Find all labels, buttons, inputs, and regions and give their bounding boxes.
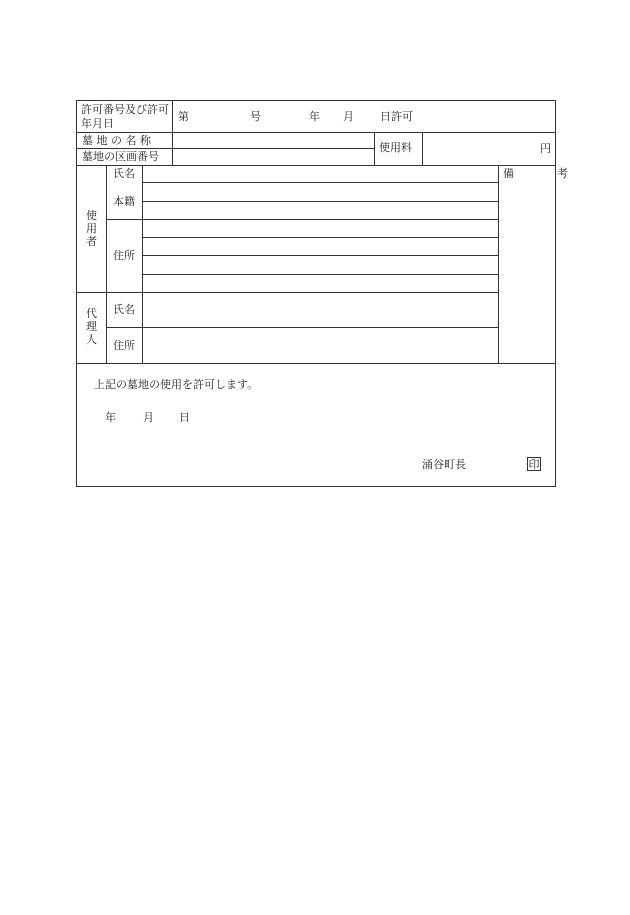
- row-divider: [106, 327, 498, 328]
- agent-address-label: 住所: [113, 339, 135, 352]
- user-name-label: 氏名: [113, 167, 135, 180]
- date-year: 年: [105, 411, 116, 424]
- row-divider: [77, 363, 555, 364]
- col-divider: [106, 165, 107, 363]
- permit-go: 号: [250, 110, 261, 123]
- grave-name-label: 墓 地 の 名 称: [82, 134, 151, 147]
- col-divider: [498, 165, 499, 363]
- row-divider: [142, 255, 498, 256]
- col-divider: [374, 132, 375, 165]
- mayor-title: 涌谷町長: [422, 458, 466, 471]
- row-divider: [142, 182, 498, 183]
- col-divider: [172, 101, 173, 165]
- row-divider: [77, 165, 555, 166]
- permit-day: 日許可: [380, 110, 413, 123]
- row-divider: [77, 132, 555, 133]
- permit-dai: 第: [178, 110, 189, 123]
- user-label: 使用者: [86, 209, 97, 248]
- row-divider: [77, 292, 498, 293]
- user-address-label: 住所: [113, 249, 135, 262]
- permit-year: 年: [309, 110, 320, 123]
- row-divider: [106, 219, 498, 220]
- agent-name-label: 氏名: [113, 303, 135, 316]
- row-divider: [77, 148, 374, 149]
- remarks-label: 備 考: [503, 167, 584, 180]
- col-divider: [142, 165, 143, 363]
- usage-fee-label: 使用料: [379, 141, 412, 154]
- agent-label: 代理人: [86, 307, 97, 346]
- permit-statement: 上記の墓地の使用を許可します。: [94, 378, 259, 391]
- usage-fee-unit: 円: [540, 142, 551, 155]
- seal-mark: 印: [528, 458, 540, 471]
- permit-label: 許可番号及び許可年月日: [81, 103, 169, 130]
- row-divider: [142, 237, 498, 238]
- grave-section-label: 墓地の区画番号: [82, 150, 159, 163]
- user-domicile-label: 本籍: [113, 195, 135, 208]
- row-divider: [142, 274, 498, 275]
- cemetery-permit-form: [76, 100, 584, 487]
- row-divider: [142, 201, 498, 202]
- permit-month: 月: [343, 110, 354, 123]
- date-day: 日: [179, 411, 190, 424]
- date-month: 月: [143, 411, 154, 424]
- col-divider: [422, 132, 423, 165]
